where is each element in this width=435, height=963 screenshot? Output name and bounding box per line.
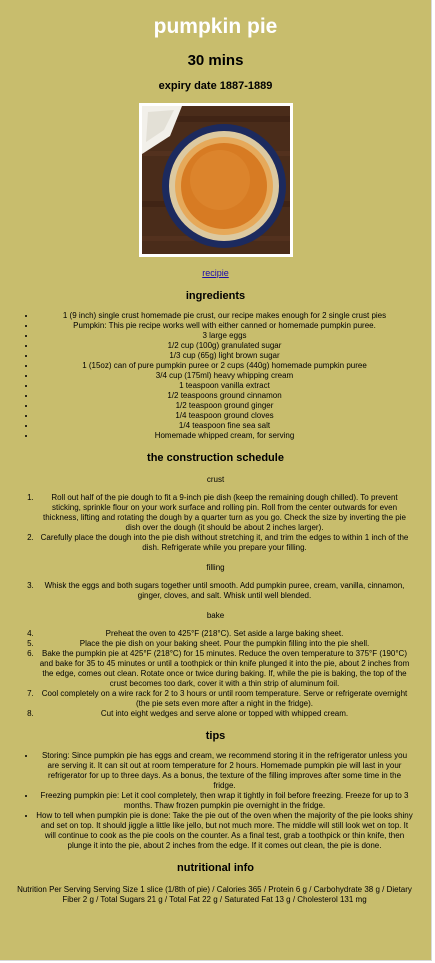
list-item: • 1/4 teaspoon fine sea salt — [36, 421, 413, 431]
section-label-filling: filling — [206, 563, 225, 572]
list-item: • Homemade whipped cream, for serving — [36, 431, 413, 441]
list-item: • Pumpkin: This pie recipe works well with either canned or homemade pumpkin puree. — [36, 321, 413, 331]
list-item: • Freezing pumpkin pie: Let it cool completely, then wrap it tightly in foil before freezing. Freeze for up to 3 months. Thaw frozen pumpkin pie overnight in the fridge. — [36, 791, 413, 811]
section-label-crust: crust — [206, 475, 225, 484]
nutrition-text: Nutrition Per Serving Serving Size 1 slice (1/8th of pie) / Calories 365 / Protein 6 g / Carbohydrate 38 g / Dietary Fiber 2 g / Total Sugars 21 g / Total Fat 22 g / Saturated Fat 13 g / Cholesterol 131 mg — [17, 885, 412, 904]
list-item: • 1/2 cup (100g) granulated sugar — [36, 341, 413, 351]
list-item: • 3/4 cup (175ml) heavy whipping cream — [36, 371, 413, 381]
ingredients-heading: ingredients — [185, 290, 246, 302]
crust-steps — [0, 493, 431, 553]
step-item: 6. Bake the pumpkin pie at 425°F (218°C) for 15 minutes. Reduce the oven temperature to 375°F (190°C) and bake for 35 to 45 minutes or until a toothpick or thin knife plunged it into the pie, about 2 inches from the edge, comes out clean. Rotate once or twice during baking. If, while the pie is baking, the top of the crust becomes too dark, cover it with a thin strip of aluminum foil. — [36, 649, 413, 689]
step-item: 1. Roll out half of the pie dough to fit a 9-inch pie dish (keep the remaining dough chilled). To prevent sticking, sprinkle flour on your work surface and rolling pin. Roll from the center outwards for even thickness, lifting and rotating the dough by a quarter turn as you go. Check the size by inverting the pie dish over the dough (it should be about 2 inches larger). — [36, 493, 413, 533]
section-label-bake: bake — [206, 611, 225, 620]
expiry-date: expiry date 1887-1889 — [158, 80, 273, 92]
list-item: • 3 large eggs — [36, 331, 413, 341]
step-item: 3. Whisk the eggs and both sugars together until smooth. Add pumpkin puree, cream, vanilla, cinnamon, ginger, cloves, and salt. Whisk until well blended. — [36, 581, 413, 601]
list-item: • Storing: Since pumpkin pie has eggs and cream, we recommend storing it in the refrigerator unless you are serving it. It can sit out at room temperature for 2 hours. Homemade pumpkin pie will last in your refrigerator for up to three days. As a bonus, the texture of the filling improves after some time in the fridge. — [36, 751, 413, 791]
schedule-heading: the construction schedule — [147, 452, 284, 464]
page-title: pumpkin pie — [153, 15, 278, 38]
list-item: • 1 (15oz) can of pure pumpkin puree or 2 cups (440g) homemade pumpkin puree — [36, 361, 413, 371]
list-item: • How to tell when pumpkin pie is done: Take the pie out of the oven when the majority of the pie looks shiny and set on top. It should jiggle a little like jello, but not much more. The middle will still look wet on top. It will continue to cook as the pie cools on the counter. As a final test, grab a toothpick or thin knife, then plunge it into the pie, about 2 inches from the edge. If it comes out clean, the pie is done. — [36, 811, 413, 851]
pie-photo-frame — [139, 103, 293, 257]
nutrition-heading: nutritional info — [177, 862, 254, 874]
list-item: • 1/3 cup (65g) light brown sugar — [36, 351, 413, 361]
filling-steps — [0, 581, 431, 601]
list-item: • 1/4 teaspoon ground cloves — [36, 411, 413, 421]
tips-heading: tips — [205, 730, 226, 742]
list-item: • 1/2 teaspoons ground cinnamon — [36, 391, 413, 401]
step-item: 2. Carefully place the dough into the pie dish without stretching it, and trim the edges to within 1 inch of the dish. Refrigerate while you prepare your filling. — [36, 533, 413, 553]
cook-time: 30 mins — [187, 52, 244, 69]
pumpkin-pie-photo — [142, 106, 290, 254]
step-item: 8. Cut into eight wedges and serve alone or topped with whipped cream. — [36, 709, 413, 719]
step-item: 4. Preheat the oven to 425°F (218°C). Set aside a large baking sheet. — [36, 629, 413, 639]
list-item: • 1/2 teaspoon ground ginger — [36, 401, 413, 411]
recipe-link[interactable]: recipie — [202, 268, 229, 278]
list-item: • 1 (9 inch) single crust homemade pie crust, our recipe makes enough for 2 single crust pies — [36, 311, 413, 321]
ingredients-list — [0, 311, 431, 441]
tips-list — [0, 751, 431, 851]
bake-steps — [0, 629, 431, 719]
step-item: 7. Cool completely on a wire rack for 2 to 3 hours or until room temperature. Serve or refrigerate overnight (the pie sets even more after a night in the fridge). — [36, 689, 413, 709]
list-item: • 1 teaspoon vanilla extract — [36, 381, 413, 391]
step-item: 5. Place the pie dish on your baking sheet. Pour the pumpkin filling into the pie shell. — [36, 639, 413, 649]
